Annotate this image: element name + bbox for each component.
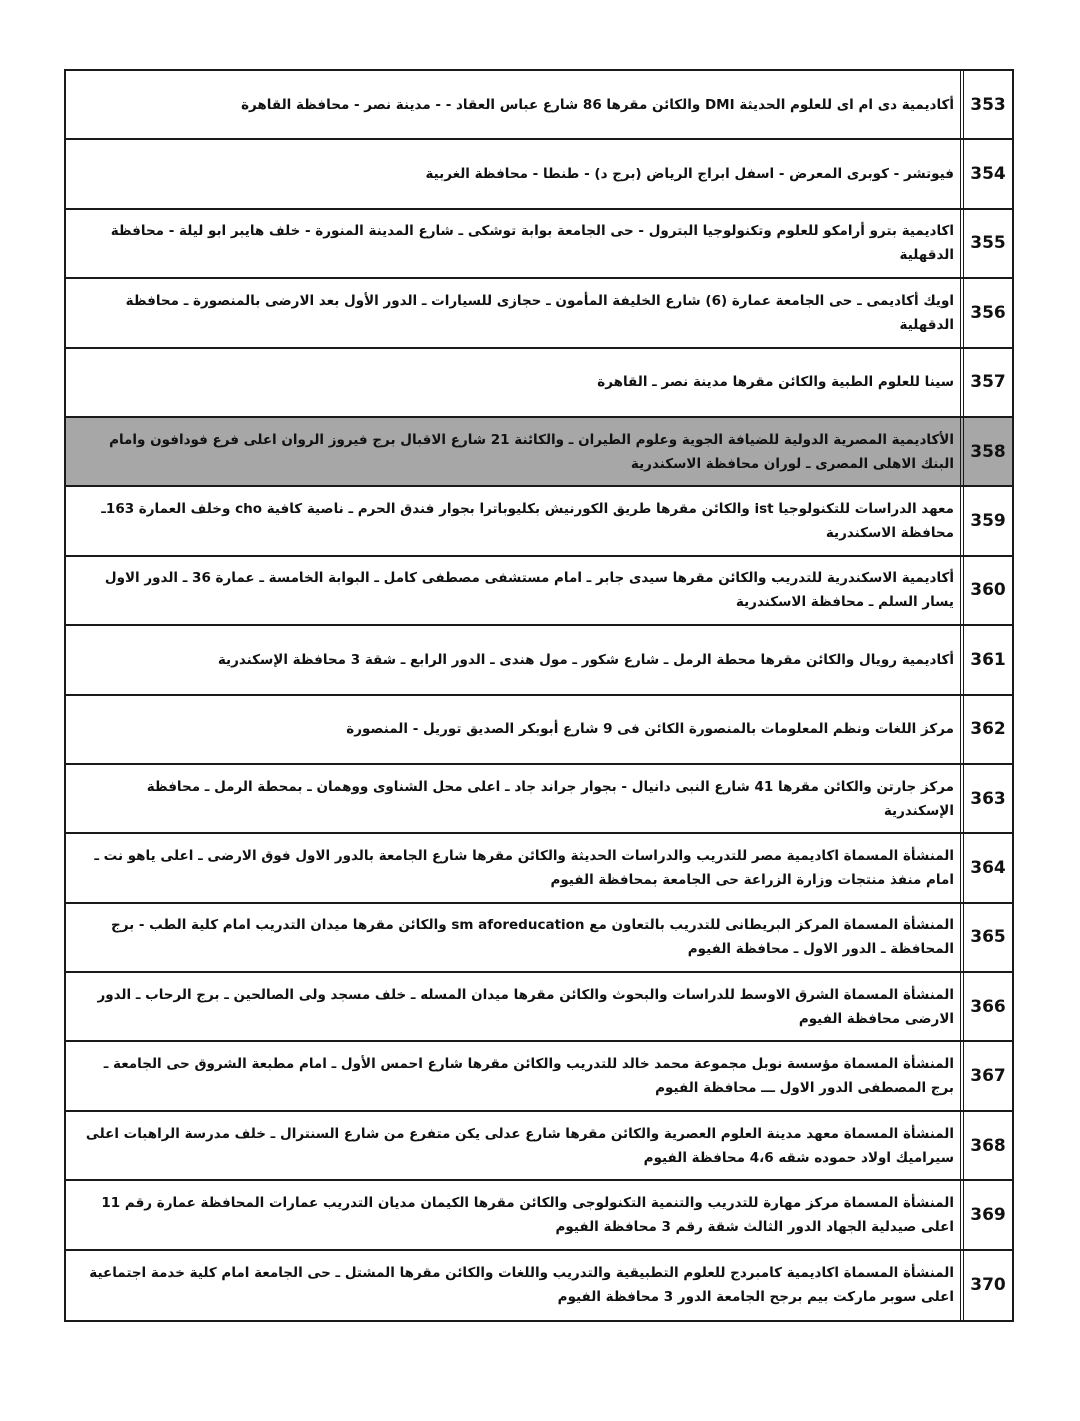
row-description: مركز جارتن والكائن مقرها 41 شارع النبى دانيال - بجوار جراند جاد ـ اعلى محل الشناوى ووهمان ـ بمحطة الرمل ـ محافظة الإسكندرية (146, 778, 954, 819)
row-number: 356 (960, 279, 1012, 346)
row-number: 353 (960, 71, 1012, 138)
row-description: مركز اللغات ونظم المعلومات بالمنصورة الكائن فى 9 شارع أبوبكر الصديق توريل - المنصورة (346, 721, 954, 738)
table-row (66, 973, 1012, 1042)
row-description: أكاديمية دى ام اى للعلوم الحديثة DMI والكائن مقرها 86 شارع عباس العقاد - - مدينة نصر - محافظة القاهرة (241, 96, 954, 113)
row-number: 369 (960, 1181, 1012, 1248)
row-description: المنشأة المسماة معهد مدينة العلوم العصرية والكائن مقرها شارع عدلى يكن متفرع من شارع السنترال ـ خلف مدرسة الراهبات اعلى سيراميك اولاد حموده شقه 4،6 محافظة الفيوم (85, 1125, 954, 1166)
table-row (66, 71, 1012, 140)
table-row (66, 140, 1012, 209)
row-number: 358 (960, 418, 1012, 485)
table-row (66, 1042, 1012, 1111)
row-number: 363 (960, 765, 1012, 832)
row-description: فيوتشر - كوبرى المعرض - اسفل ابراج الرياض (برج د) - طنطا - محافظة الغربية (425, 166, 954, 183)
row-number: 365 (960, 904, 1012, 971)
row-description: سينا للعلوم الطبية والكائن مقرها مدينة نصر ـ القاهرة (597, 374, 954, 391)
table-row (66, 279, 1012, 348)
row-description: المنشأة المسماة اكاديمية مصر للتدريب والدراسات الحديثة والكائن مقرها شارع الجامعة بالدور الاول فوق الارضى ـ اعلى ياهو نت ـ امام منفذ منتجات وزارة الزراعة حى الجامعة بمحافظة الفيوم (94, 847, 954, 888)
table-row (66, 765, 1012, 834)
row-description: معهد الدراسات للتكنولوجيا ist والكائن مقرها طريق الكورنيش بكليوباترا بجوار فندق الحرم ـ ناصية كافية cho وخلف العمارة 163ـ محافظة الاسكندرية (101, 501, 954, 542)
table-row (66, 487, 1012, 556)
table-row (66, 904, 1012, 973)
row-number: 370 (960, 1251, 1012, 1320)
row-number: 361 (960, 626, 1012, 693)
row-description: أكاديمية الاسكندرية للتدريب والكائن مقرها سيدى جابر ـ امام مستشفى مصطفى كامل ـ البوابة الخامسة ـ عمارة 36 ـ الدور الاول يسار السلم ـ محافظة الاسكندرية (104, 570, 954, 611)
row-number: 355 (960, 210, 1012, 277)
row-number: 367 (960, 1042, 1012, 1109)
table-row (66, 349, 1012, 418)
row-description: المنشأة المسماة اكاديمية كامبردج للعلوم التطبيقية والتدريب واللغات والكائن مقرها المشتل ـ حى الجامعة امام كلية خدمة اجتماعية اعلى سوبر ماركت بيم برجح الجامعة الدور 3 محافظة الفيوم (89, 1265, 954, 1306)
table-row (66, 210, 1012, 279)
table-row (66, 1112, 1012, 1181)
row-description: أكاديمية رويال والكائن مقرها محطة الرمل ـ شارع شكور ـ مول هندى ـ الدور الرابع ـ شقة 3 محافظة الإسكندرية (217, 651, 954, 668)
row-number: 357 (960, 349, 1012, 416)
table-row (66, 696, 1012, 765)
row-number: 359 (960, 487, 1012, 554)
row-description: الأكاديمية المصرية الدولية للضيافة الجوية وعلوم الطيران ـ والكائنة 21 شارع الاقبال برج فيروز الروان اعلى فرع فودافون وامام البنك الاهلى المصرى ـ لوران محافظة الاسكندرية (109, 431, 954, 472)
table-row (66, 1181, 1012, 1250)
row-description: اكاديمية بترو أرامكو للعلوم وتكنولوجيا البترول - حى الجامعة بوابة توشكى ـ شارع المدينة المنورة - خلف هايبر ابو ليلة - محافظة الدقهلية (110, 223, 954, 264)
row-number: 360 (960, 557, 1012, 624)
row-number: 354 (960, 140, 1012, 207)
row-description: المنشأة المسماة الشرق الاوسط للدراسات والبحوث والكائن مقرها ميدان المسله ـ خلف مسجد ولى الصالحين ـ برج الرحاب ـ الدور الارضى محافظة الفيوم (97, 986, 954, 1027)
row-number: 366 (960, 973, 1012, 1040)
row-description: المنشأة المسماة مؤسسة نوبل مجموعة محمد خالد للتدريب والكائن مقرها شارع احمس الأول ـ امام مطبعة الشروق حى الجامعة ـ برج المصطفى الدور الاول ـــ محافظة الفيوم (103, 1056, 954, 1097)
row-number: 368 (960, 1112, 1012, 1179)
row-description: المنشأة المسماة مركز مهارة للتدريب والتنمية التكنولوجى والكائن مقرها الكيمان مديان التدريب عمارات المحافظة عمارة رقم 11 اعلى صيدلية الجهاد الدور الثالث شقة رقم 3 محافظة الفيوم (101, 1194, 954, 1235)
table-row (66, 557, 1012, 626)
row-description: المنشأة المسماة المركز البريطانى للتدريب بالتعاون مع sm aforeducation والكائن مقرها ميدان التدريب امام كلية الطب - برج المحافظة ـ الدور الاول ـ محافظة الفيوم (110, 917, 954, 958)
row-number: 364 (960, 834, 1012, 901)
table-row (66, 1251, 1012, 1320)
table-row (66, 418, 1012, 487)
academies-table (64, 69, 1014, 1322)
table-row (66, 626, 1012, 695)
table-row (66, 834, 1012, 903)
row-description: اويك أكاديمى ـ حى الجامعة عمارة (6) شارع الخليفة المأمون ـ حجازى للسيارات ـ الدور الأول بعد الارضى بالمنصورة ـ محافظة الدقهلية (125, 292, 954, 333)
row-number: 362 (960, 696, 1012, 763)
